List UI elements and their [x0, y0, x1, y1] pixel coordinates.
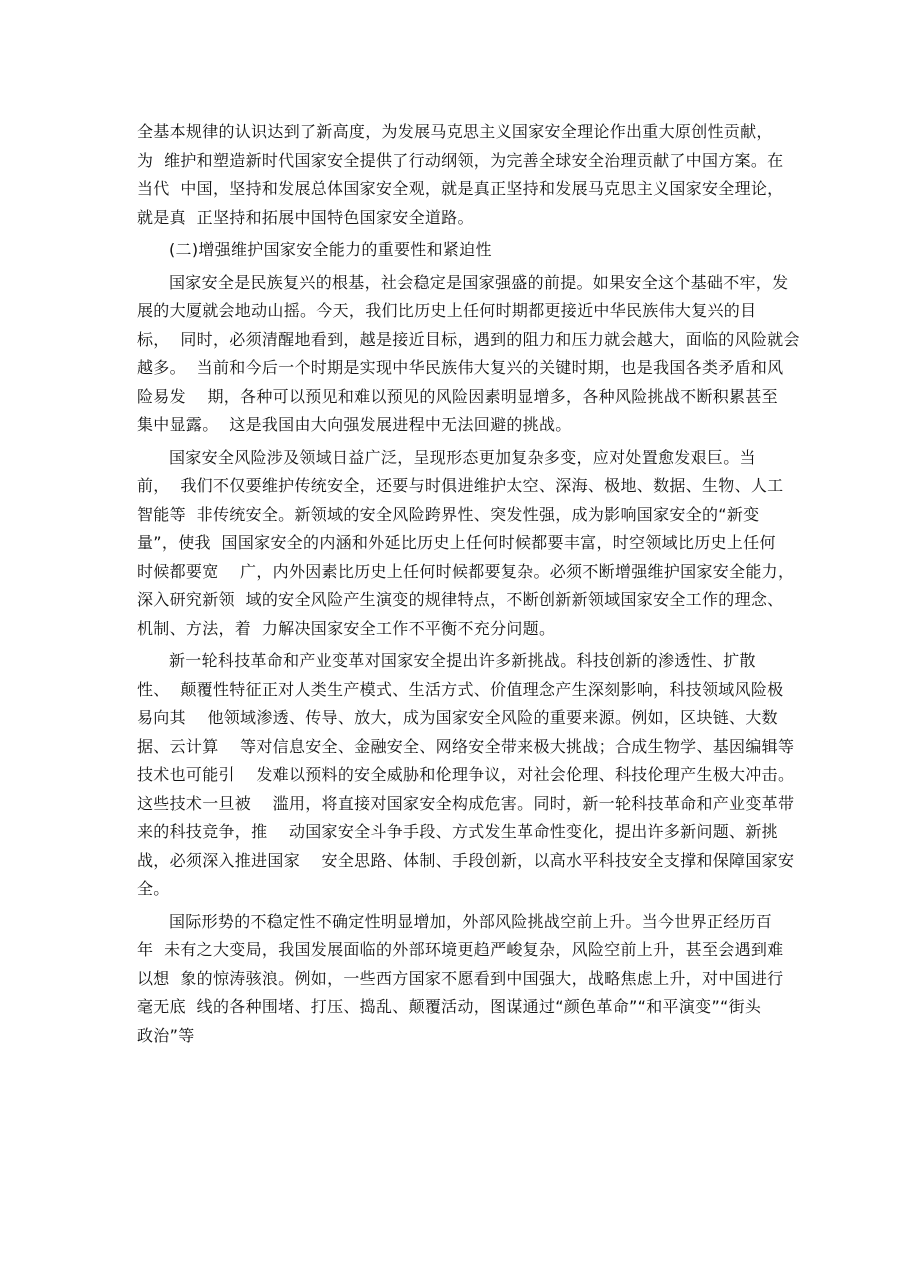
paragraph-line: 毫无底 线的各种围堵、打压、捣乱、颠覆活动，图谋通过“颜色革命”“和平演变”“街头 [137, 997, 762, 1016]
paragraph-3 [137, 444, 795, 644]
paragraph-line: 年 未有之大变局，我国发展面临的外部环境更趋严峻复杂，风险空前上升，甚至会遇到难 [137, 940, 784, 959]
paragraph-line: 展的大厦就会地动山摇。今天，我们比历史上任何时期都更接近中华民族伟大复兴的目 [137, 301, 757, 320]
paragraph-line: 易向其 他领域渗透、传导、放大，成为国家安全风险的重要来源。例如，区块链、大数 [137, 708, 778, 727]
paragraph-line: 深入研究新领 域的安全风险产生演变的规律特点，不断创新新领域国家安全工作的理念、 [137, 590, 784, 609]
paragraph-line: 国际形势的不稳定性不确定性明显增加，外部风险挑战空前上升。当今世界正经历百 [169, 911, 773, 931]
paragraph-line: 来的科技竞争，推 动国家安全斗争手段、方式发生革命性变化，提出许多新问题、新挑 [137, 822, 778, 841]
paragraph-line: 为 维护和塑造新时代国家安全提供了行动纲领，为完善全球安全治理贡献了中国方案。在 [137, 150, 784, 170]
paragraph-line: 性、 颠覆性特征正对人类生产模式、生活方式、价值理念产生深刻影响，科技领域风险极 [137, 679, 784, 699]
document-body [137, 118, 800, 1054]
paragraph-line: 当代 中国，坚持和发展总体国家安全观，就是真正坚持和发展马克思主义国家安全理论， [137, 179, 784, 198]
paragraph-line: 时候都要宽 广，内外因素比历史上任何时候都要复杂。必须不断增强维护国家安全能力， [137, 561, 795, 581]
paragraph-2 [137, 269, 800, 440]
paragraph-1 [137, 118, 787, 232]
paragraph-line: 全基本规律的认识达到了新高度，为发展马克思主义国家安全理论作出重大原创性贡献， [137, 122, 773, 141]
paragraph-line: 据、云计算 等对信息安全、金融安全、网络安全带来极大挑战；合成生物学、基因编辑等 [137, 736, 795, 756]
paragraph-line: 以想 象的惊涛骇浪。例如，一些西方国家不愿看到中国强大，战略焦虑上升，对中国进行 [137, 968, 784, 988]
paragraph-line: 前， 我们不仅要维护传统安全，还要与时俱进维护太空、深海、极地、数据、生物、人工 [137, 476, 784, 495]
paragraph-line: 险易发 期，各种可以预见和难以预见的风险因素明显增多，各种风险挑战不断积累甚至 [137, 386, 778, 406]
paragraph-line: 全。 [137, 879, 170, 898]
paragraph-line: 战，必须深入推进国家 安全思路、体制、手段创新，以高水平科技安全支撑和保障国家安 [137, 850, 795, 870]
paragraph-line: 技术也可能引 发难以预料的安全威胁和伦理争议，对社会伦理、科技伦理产生极大冲击。 [137, 765, 795, 784]
paragraph-line: 量”，使我 国国家安全的内涵和外延比历史上任何时候都要丰富，时空领域比历史上任何 [137, 533, 776, 552]
paragraph-line: 机制、方法，着 力解决国家安全工作不平衡不充分问题。 [137, 618, 556, 638]
paragraph-line: 国家安全风险涉及领域日益广泛，呈现形态更加复杂多变，应对处置愈发艰巨。当 [169, 447, 756, 467]
paragraph-line: 越多。 当前和今后一个时期是实现中华民族伟大复兴的关键时期，也是我国各类矛盾和风 [137, 358, 784, 377]
paragraph-4 [137, 647, 795, 904]
paragraph-line: 标， 同时，必须清醒地看到，越是接近目标，遇到的阻力和压力就会越大，面临的风险就会 [137, 329, 800, 349]
paragraph-line: 就是真 正坚持和拓展中国特色国家安全道路。 [137, 207, 474, 227]
paragraph-line: 政治”等 [137, 1025, 195, 1045]
paragraph-line: 集中显露。 这是我国由大向强发展进程中无法回避的挑战。 [137, 415, 572, 434]
paragraph-line: 智能等 非传统安全。新领域的安全风险跨界性、突发性强，成为影响国家安全的“新变 [137, 504, 760, 524]
paragraph-line: 国家安全是民族复兴的根基，社会稳定是国家强盛的前提。如果安全这个基础不牢，发 [169, 272, 789, 292]
section-heading [137, 236, 787, 265]
paragraph-line: 新一轮科技革命和产业变革对国家安全提出许多新挑战。科技创新的渗透性、扩散 [169, 651, 756, 670]
paragraph-5 [137, 908, 787, 1051]
section-heading-text: (二)增强维护国家安全能力的重要性和紧迫性 [169, 240, 492, 259]
paragraph-line: 这些技术一旦被 滥用，将直接对国家安全构成危害。同时，新一轮科技革命和产业变革带 [137, 793, 795, 813]
